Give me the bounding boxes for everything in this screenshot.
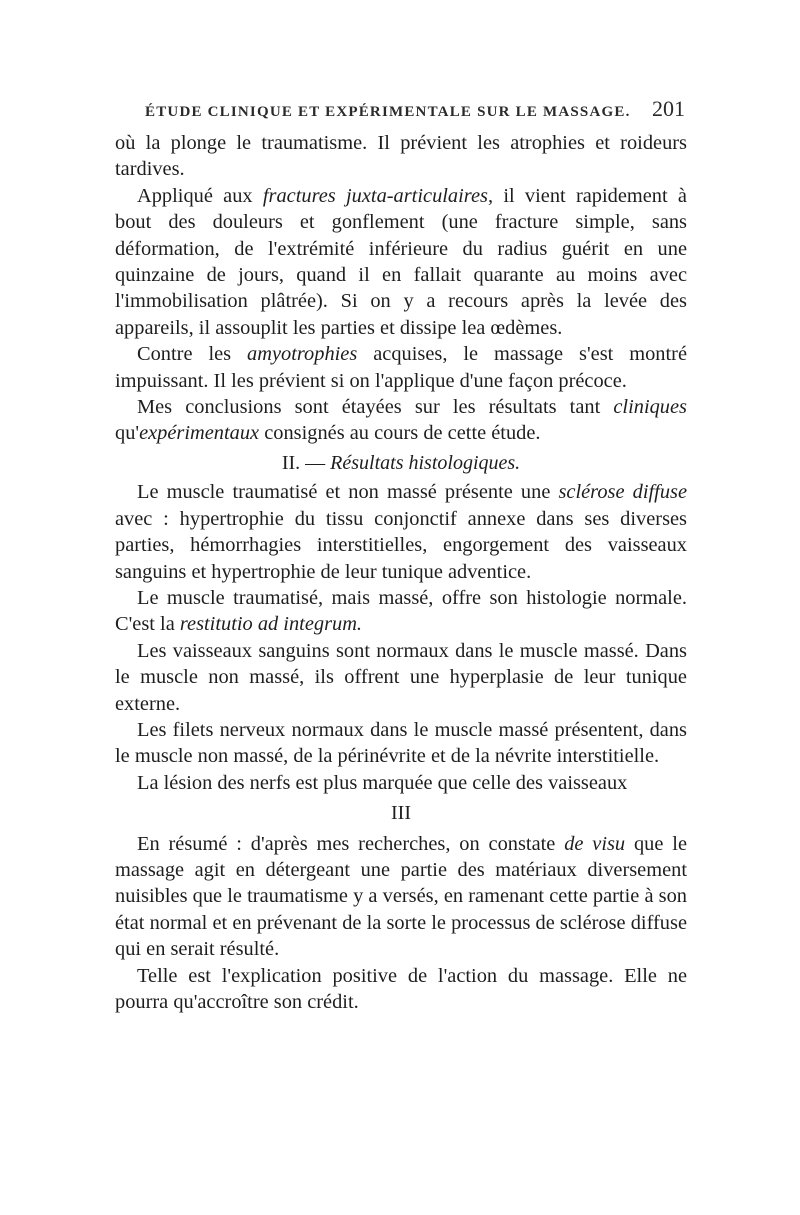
paragraph-11-text: Telle est l'explication positive de l'action du massage. Elle ne pourra qu'accroître son crédit. — [115, 964, 687, 1013]
paragraph-3-text-b: acquises, le massage s'est montré impuissant. Il les prévient si on l'applique d'une façon précoce. — [115, 343, 687, 392]
paragraph-5-text-b: avec : hypertrophie du tissu conjonctif annexe dans ses diverses parties, hémorrhagies interstitielles, engorgement des vaisseaux sanguins et hypertrophie de leur tunique adventice. — [115, 507, 687, 583]
paragraph-2-text-a: Appliqué aux — [137, 184, 263, 207]
paragraph-6-text-a: Le muscle traumatisé, mais massé, offre son histologie normale. C'est la — [115, 586, 687, 636]
paragraph-10 — [115, 831, 687, 963]
paragraph-2-emphasis: fractures juxta-articulaires — [262, 184, 488, 207]
paragraph-5-text-a: Le muscle traumatisé et non massé présente une — [137, 481, 559, 504]
section-heading-3: III — [391, 802, 411, 825]
section-heading-2 — [115, 450, 687, 476]
paragraph-4-text-b: qu' — [115, 422, 140, 445]
paragraph-6-emphasis: restitutio ad integrum. — [179, 613, 363, 636]
running-head: ÉTUDE CLINIQUE ET EXPÉRIMENTALE SUR LE MASSAGE. — [145, 104, 631, 120]
page-header — [145, 96, 685, 122]
paragraph-10-text-a: En résumé : d'après mes recherches, on constate — [137, 832, 565, 855]
paragraph-11 — [115, 963, 687, 1016]
paragraph-5-emphasis: sclérose diffuse — [558, 481, 687, 504]
paragraph-4-text-c: consignés au cours de cette étude. — [259, 422, 541, 445]
paragraph-3-emphasis: amyotrophies — [247, 343, 358, 366]
page-number: 201 — [652, 96, 685, 121]
paragraph-7-text: Les vaisseaux sanguins sont normaux dans le muscle massé. Dans le muscle non massé, ils offrent une hyperplasie de leur tunique externe. — [115, 639, 687, 715]
paragraph-3-text-a: Contre les — [137, 343, 248, 366]
paragraph-4-emphasis-1: cliniques — [613, 396, 687, 419]
paragraph-1-text: où la plonge le traumatisme. Il prévient les atrophies et roideurs tardives. — [115, 132, 687, 181]
paragraph-8 — [115, 717, 687, 770]
paragraph-10-text-b: que le massage agit en détergeant une partie des matériaux diversement nuisibles que le traumatisme y a versés, en ramenant cette partie à son état normal et en prévenant de la sorte le processus de sclérose diffuse qui en serait résulté. — [115, 832, 687, 961]
paragraph-4-text-a: Mes conclusions sont étayées sur les résultats tant — [137, 396, 614, 419]
section-heading-2-number: II. — — [281, 451, 331, 474]
paragraph-9-text: La lésion des nerfs est plus marquée que celle des vaisseaux — [137, 771, 628, 794]
paragraph-9 — [115, 770, 687, 796]
paragraph-4-emphasis-2: expérimentaux — [139, 422, 260, 445]
paragraph-10-emphasis: de visu — [564, 832, 626, 855]
paragraph-2 — [115, 183, 687, 341]
paragraph-4 — [115, 394, 687, 447]
paragraph-3 — [115, 341, 687, 394]
body-text — [115, 130, 687, 1015]
paragraph-6 — [115, 585, 687, 638]
section-heading-2-title: Résultats histologiques. — [330, 451, 521, 474]
paragraph-7 — [115, 638, 687, 717]
paragraph-2-text-b: , il vient rapidement à bout des douleurs et gonflement (une fracture simple, sans déformation, de l'extrémité inférieure du radius guérit en une quinzaine de jours, quand il en fallait quarante au moins avec l'immobilisation plâtrée). Si on y a recours après la levée des appareils, il assouplit les parties et dissipe lea œdèmes. — [115, 184, 687, 339]
paragraph-1 — [115, 130, 687, 183]
paragraph-8-text: Les filets nerveux normaux dans le muscle massé présentent, dans le muscle non massé, de la périnévrite et de la névrite interstitielle. — [115, 718, 687, 768]
paragraph-5 — [115, 479, 687, 585]
